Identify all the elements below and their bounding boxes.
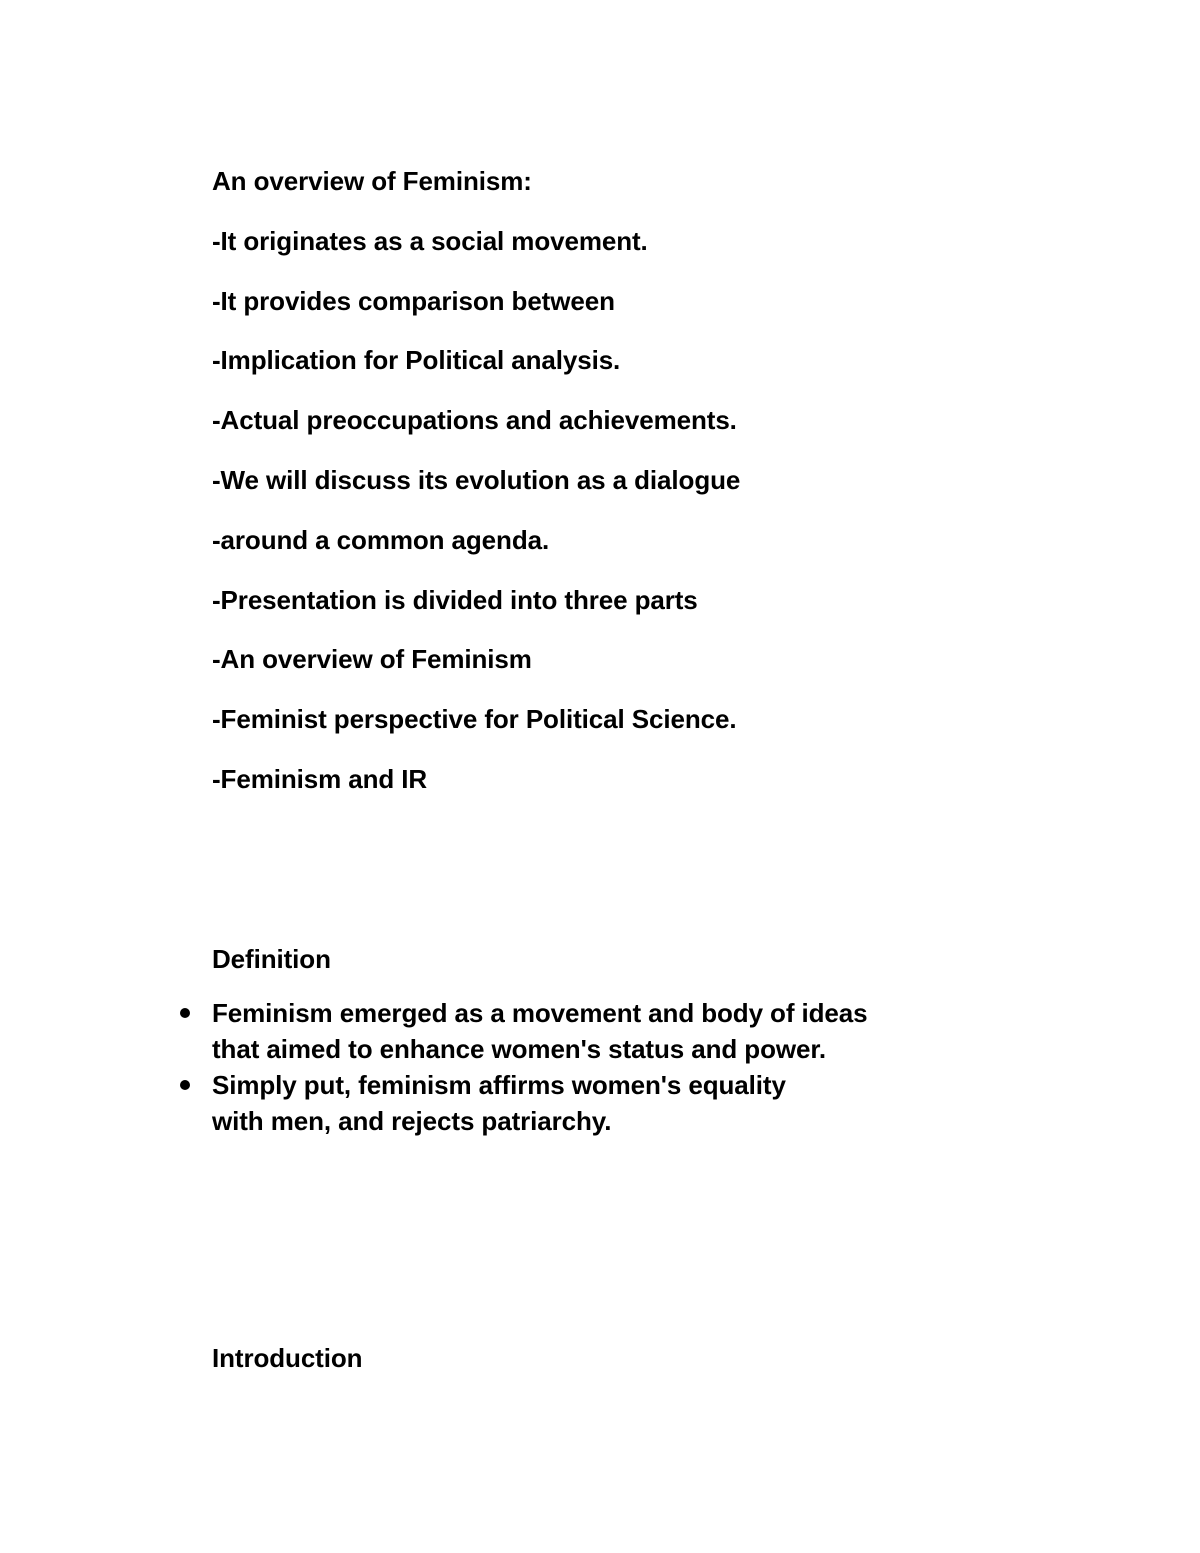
overview-line: -It provides comparison between (212, 286, 615, 316)
bullet-line: Feminism emerged as a movement and body of ideas (212, 998, 868, 1028)
definition-heading: Definition (212, 944, 331, 974)
definition-bullet-list (0, 995, 868, 1139)
bullet-line: with men, and rejects patriarchy. (212, 1106, 612, 1136)
introduction-heading: Introduction (212, 1343, 363, 1373)
bullet-text (212, 995, 868, 1067)
overview-line: -Feminism and IR (212, 764, 428, 794)
bullet-line: that aimed to enhance women's status and power. (212, 1034, 827, 1064)
bullet-icon (180, 1080, 190, 1090)
bullet-icon (180, 1008, 190, 1018)
overview-line: -Actual preoccupations and achievements. (212, 405, 737, 435)
overview-line: -Presentation is divided into three parts (212, 585, 698, 615)
overview-line: -It originates as a social movement. (212, 226, 648, 256)
overview-line: -We will discuss its evolution as a dialogue (212, 465, 741, 495)
overview-line: -Feminist perspective for Political Science. (212, 704, 737, 734)
overview-line: -Implication for Political analysis. (212, 345, 621, 375)
definition-bullet-item (0, 995, 868, 1067)
overview-line: -around a common agenda. (212, 525, 550, 555)
overview-heading: An overview of Feminism: (212, 166, 532, 196)
bullet-line: Simply put, feminism affirms women's equality (212, 1070, 786, 1100)
bullet-text (212, 1067, 868, 1139)
definition-bullet-item (0, 1067, 868, 1139)
overview-line: -An overview of Feminism (212, 644, 532, 674)
